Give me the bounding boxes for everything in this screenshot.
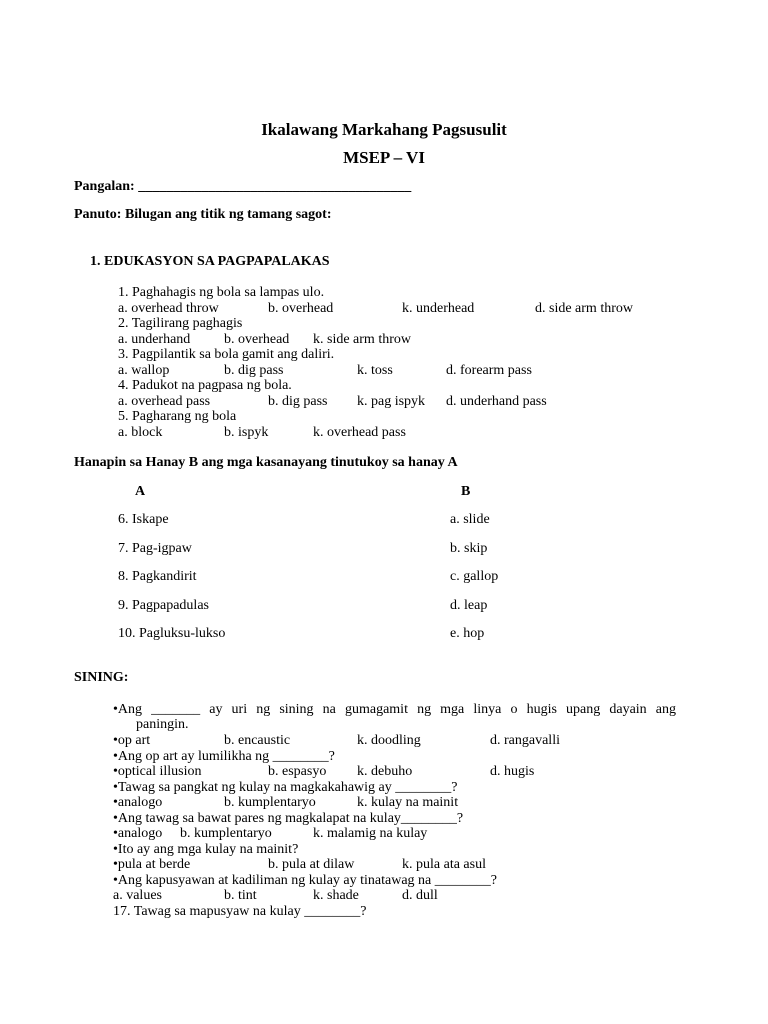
question-text: •Tawag sa pangkat ng kulay na magkakahawig ay ________? [113, 779, 458, 795]
question-line [0, 317, 768, 333]
answer-option: b. dig pass [268, 393, 328, 409]
answer-option: k. debuho [357, 764, 413, 779]
column-b-item: e. hop [450, 626, 485, 641]
question-line [0, 302, 768, 318]
question-line [0, 765, 768, 781]
column-a-item: 6. Iskape [118, 512, 169, 527]
answer-option: a. values [113, 888, 162, 903]
answer-option: b. overhead [224, 331, 290, 347]
answer-option: k. underhead [402, 300, 475, 316]
question-text: 3. Pagpilantik sa bola gamit ang daliri. [118, 347, 335, 362]
answer-option: k. side arm throw [313, 331, 411, 347]
answer-option: d. underhand pass [446, 393, 547, 409]
answer-option: a. overhead throw [118, 300, 219, 316]
answer-option: k. shade [313, 888, 359, 903]
name-blank: _______________________________________ [138, 179, 412, 194]
question-line [0, 905, 768, 921]
answer-option: b. kumplentaryo [180, 826, 272, 841]
question-line [0, 410, 768, 426]
answer-option: d. side arm throw [535, 300, 633, 316]
column-b-header: B [461, 484, 471, 499]
answer-option: •analogo [113, 795, 163, 810]
answer-option: k. kulay na mainit [357, 795, 459, 810]
question-text: 17. Tawag sa mapusyaw na kulay ________? [113, 903, 367, 919]
name-field [74, 180, 411, 194]
answer-option: b. pula at dilaw [268, 857, 355, 872]
answer-option: •optical illusion [113, 764, 202, 779]
question-text: 1. Paghahagis ng bola sa lampas ulo. [118, 285, 325, 300]
column-b-item: a. slide [450, 512, 490, 527]
answer-option: b. kumplentaryo [224, 795, 316, 810]
question-line [0, 286, 768, 302]
answer-option: b. dig pass [224, 362, 284, 378]
answer-option: k. pula ata asul [402, 857, 486, 872]
page-subtitle: MSEP – VI [343, 148, 425, 167]
question-text: 2. Tagilirang paghagis [118, 316, 243, 331]
column-a-item: 7. Pag-igpaw [118, 540, 192, 556]
section-heading-edukasyon: 1. EDUKASYON SA PAGPAPALAKAS [90, 254, 330, 269]
question-text: •Ang op art ay lumilikha ng ________? [113, 748, 335, 764]
answer-option: a. wallop [118, 362, 170, 378]
answer-option: a. block [118, 424, 163, 440]
question-line [0, 395, 768, 411]
answer-option: a. overhead pass [118, 393, 211, 409]
question-line [0, 889, 768, 905]
question-text: •Ang kapusyawan at kadiliman ng kulay ay tinatawag na ________? [113, 872, 497, 888]
column-b-item: b. skip [450, 540, 488, 556]
question-line [0, 734, 768, 750]
question-line [0, 426, 768, 442]
question-text: 4. Padukot na pagpasa ng bola. [118, 378, 292, 393]
answer-option: •analogo [113, 826, 163, 841]
question-line [0, 827, 768, 843]
page-title: Ikalawang Markahang Pagsusulit [261, 120, 507, 139]
answer-option: b. ispyk [224, 424, 269, 440]
answer-option: k. overhead pass [313, 424, 406, 440]
answer-option: k. doodling [357, 733, 421, 748]
answer-option: d. forearm pass [446, 362, 532, 378]
answer-option: b. tint [224, 888, 257, 903]
question-line [0, 348, 768, 364]
answer-option: d. hugis [490, 764, 535, 779]
sining-question-line-continued: paningin. [136, 717, 189, 732]
answer-option: •pula at berde [113, 857, 191, 872]
answer-option: •op art [113, 733, 151, 748]
column-b-item: c. gallop [450, 569, 499, 584]
question-line [0, 796, 768, 812]
question-line [0, 364, 768, 380]
column-b-item: d. leap [450, 597, 488, 613]
column-a-item: 9. Pagpapadulas [118, 597, 209, 613]
question-line [0, 858, 768, 874]
answer-option: k. pag ispyk [357, 393, 426, 409]
column-a-item: 10. Pagluksu-lukso [118, 626, 226, 641]
instructions: Panuto: Bilugan ang titik ng tamang sagot: [74, 207, 332, 222]
answer-option: b. overhead [268, 300, 334, 316]
answer-option: d. rangavalli [490, 733, 560, 748]
matching-instruction: Hanapin sa Hanay B ang mga kasanayang tinutukoy sa hanay A [74, 455, 458, 470]
column-a-header: A [135, 484, 146, 499]
answer-option: b. encaustic [224, 733, 291, 748]
answer-option: b. espasyo [268, 764, 327, 779]
question-text: 5. Pagharang ng bola [118, 409, 237, 424]
question-line [0, 379, 768, 395]
section-heading-sining: SINING: [74, 670, 129, 685]
name-label: Pangalan: [74, 179, 135, 194]
answer-option: k. toss [357, 362, 393, 378]
answer-option: k. malamig na kulay [313, 826, 428, 841]
sining-question-line: •Ang _______ ay uri ng sining na gumagamit ng mga linya o hugis upang dayain ang [113, 702, 676, 717]
answer-option: a. underhand [118, 331, 191, 347]
question-text: •Ito ay ang mga kulay na mainit? [113, 841, 299, 857]
question-text: •Ang tawag sa bawat pares ng magkalapat na kulay________? [113, 810, 464, 826]
answer-option: d. dull [402, 888, 438, 903]
column-a-item: 8. Pagkandirit [118, 569, 197, 584]
question-line [0, 333, 768, 349]
